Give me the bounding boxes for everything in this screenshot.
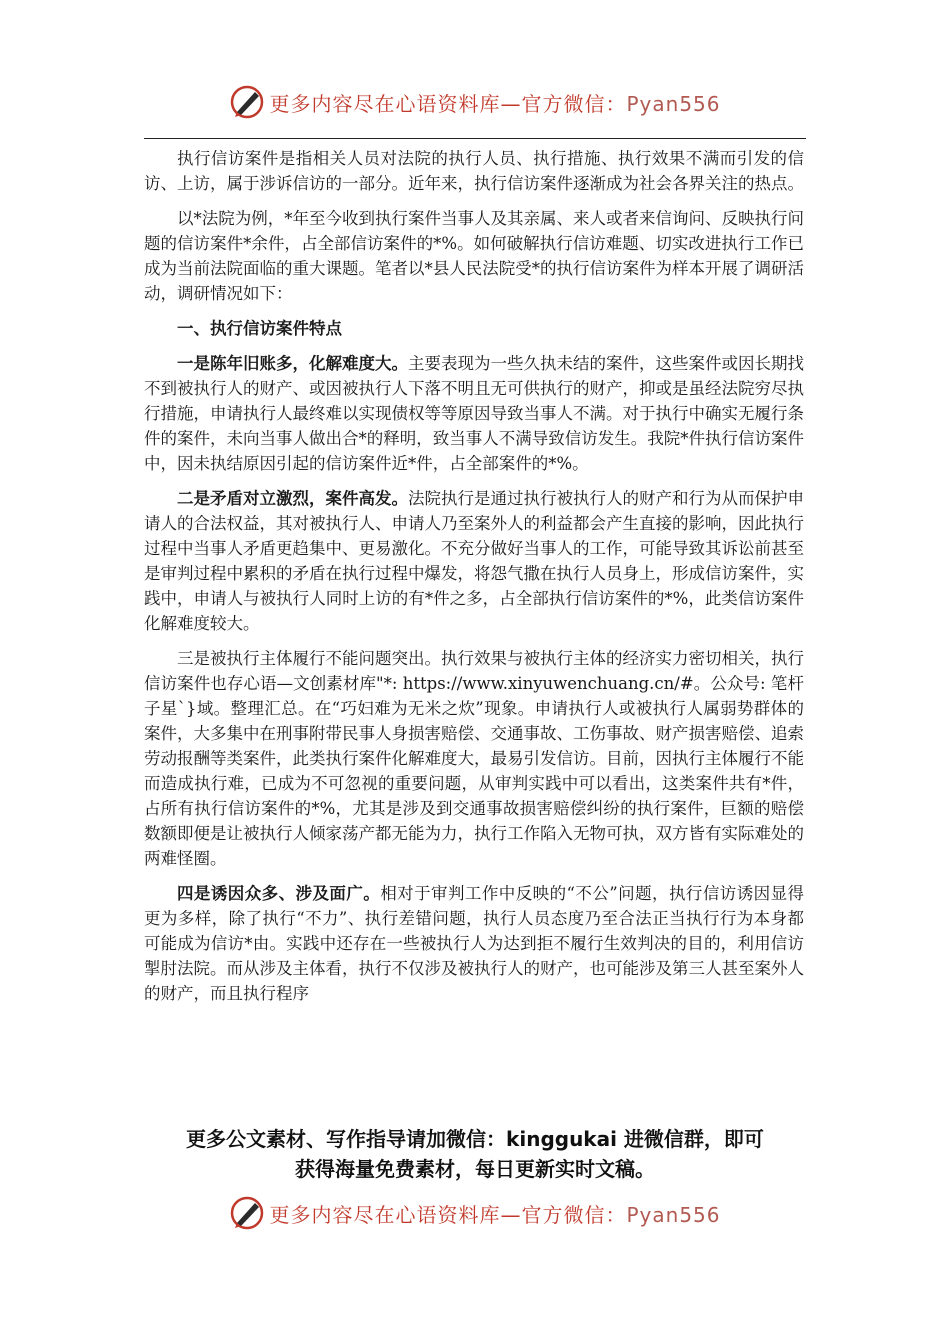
promo-line-2: 获得海量免费素材，每日更新实时文稿。 <box>295 1157 655 1181</box>
header-divider <box>144 138 806 139</box>
header-banner-main: 更多内容尽在心语资料库—官方微信： <box>269 91 627 116</box>
point-2-lead: 二是矛盾对立激烈，案件高发。 <box>177 489 408 508</box>
pen-logo-icon <box>229 1195 265 1231</box>
paragraph-point-1 <box>144 351 804 476</box>
point-1-text: 主要表现为一些久执未结的案件，这些案件或因长期找不到被执行人的财产、或因被执行人下落不明且无可供执行的财产，抑或是虽经法院穷尽执行措施，申请执行人最终难以实现债权等等原因导致当事人不满。对于执行中确实无履行条件的案件，未向当事人做出合*的释明，致当事人不满导致信访发生。我院*件执行信访案件中，因未执结原因引起的信访案件近*件，占全部案件的*%。 <box>144 354 804 473</box>
header-banner <box>0 82 950 122</box>
paragraph-point-4 <box>144 881 804 1006</box>
document-body <box>144 146 804 1016</box>
footer-banner-main: 更多内容尽在心语资料库—官方微信： <box>269 1202 627 1227</box>
footer-banner-text <box>269 1199 720 1228</box>
paragraph-example: 以*法院为例，*年至今收到执行案件当事人及其亲属、来人或者来信询问、反映执行问题的信访案件*余件，占全部信访案件的*%。如何破解执行信访难题、切实改进执行工作已成为当前法院面临的重大课题。笔者以*县人民法院受*的执行信访案件为样本开展了调研活动，调研情况如下： <box>144 209 804 303</box>
footer-banner-handle: Pyan556 <box>626 1202 721 1227</box>
paragraph-point-2 <box>144 486 804 636</box>
header-banner-handle: Pyan556 <box>626 91 721 116</box>
point-4-lead: 四是诱因众多、涉及面广。 <box>177 884 381 903</box>
pen-logo-icon <box>229 84 265 120</box>
footer-banner <box>0 1193 950 1233</box>
section-heading: 一、执行信访案件特点 <box>177 319 342 338</box>
paragraph-point-3: 三是被执行主体履行不能问题突出。执行效果与被执行主体的经济实力密切相关，执行信访案件也存心语—文创素材库"*: https://www.xinyuwenchuang.cn/#。公众号: 笔杆子星`}域。整理汇总。在“巧妇难为无米之炊”现象。申请执行人或被执行人属弱势群体的案件，大多集中在刑事附带民事人身损害赔偿、交通事故、工伤事故、财产损害赔偿、追索劳动报酬等类案件，此类执行案件化解难度大，最易引发信访。目前，因执行主体履行不能而造成执行难，已成为不可忽视的重要问题，从审判实践中可以看出，这类案件共有*件，占所有执行信访案件的*%，尤其是涉及到交通事故损害赔偿纠纷的执行案件，巨额的赔偿数额即便是让被执行人倾家荡产都无能为力，执行工作陷入无物可执，双方皆有实际难处的两难怪圈。 <box>144 649 804 868</box>
promo-notice <box>130 1124 820 1184</box>
point-4-text: 相对于审判工作中反映的“不公”问题，执行信访诱因显得更为多样，除了执行“不力”、执行差错问题，执行人员态度乃至合法正当执行行为本身都可能成为信访*由。实践中还存在一些被执行人为达到拒不履行生效判决的目的，利用信访掣肘法院。而从涉及主体看，执行不仅涉及被执行人的财产，也可能涉及第三人甚至案外人的财产，而且执行程序 <box>144 884 805 1003</box>
header-banner-text <box>269 88 720 117</box>
point-2-text: 法院执行是通过执行被执行人的财产和行为从而保护申请人的合法权益，其对被执行人、申请人乃至案外人的利益都会产生直接的影响，因此执行过程中当事人矛盾更趋集中、更易激化。不充分做好当事人的工作，可能导致其诉讼前甚至是审判过程中累积的矛盾在执行过程中爆发，将怨气撒在执行人员身上，形成信访案件，实践中，申请人与被执行人同时上访的有*件之多，占全部执行信访案件的*%，此类信访案件化解难度较大。 <box>144 489 804 633</box>
paragraph-intro: 执行信访案件是指相关人员对法院的执行人员、执行措施、执行效果不满而引发的信访、上访，属于涉诉信访的一部分。近年来，执行信访案件逐渐成为社会各界关注的热点。 <box>144 149 804 193</box>
promo-line-1: 更多公文素材、写作指导请加微信：kinggukai 进微信群，即可 <box>186 1127 764 1151</box>
point-1-lead: 一是陈年旧账多，化解难度大。 <box>177 354 408 373</box>
